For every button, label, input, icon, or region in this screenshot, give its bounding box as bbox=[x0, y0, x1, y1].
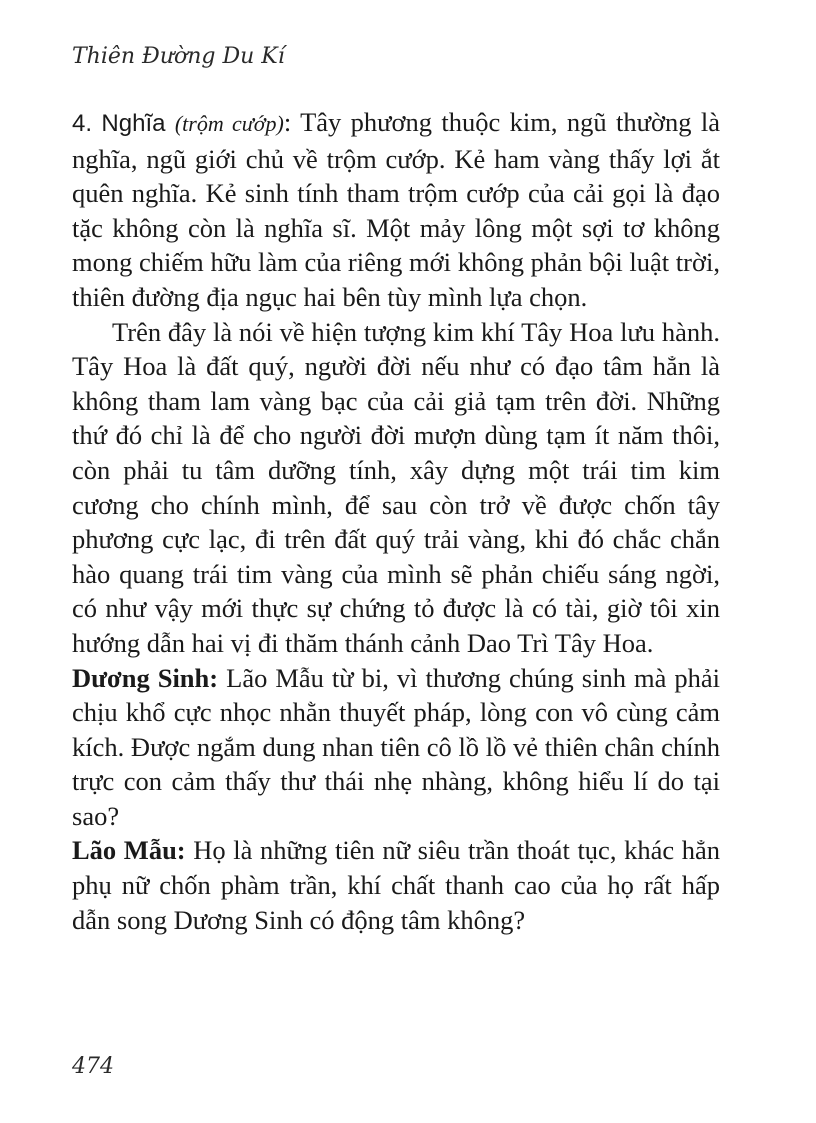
dialogue-text: Họ là những tiên nữ siêu trần thoát tục, khác hẳn phụ nữ chốn phàm trần, khí chất thanh cao của họ rất hấp dẫn song Dương Sinh có động tâm không? bbox=[72, 835, 720, 935]
section-title: 4. Nghĩa bbox=[72, 110, 166, 137]
speaker-name: Dương Sinh: bbox=[72, 662, 219, 693]
section-subtitle: (trộm cướp) bbox=[174, 111, 284, 136]
page-body bbox=[72, 105, 720, 937]
dialogue-line bbox=[72, 661, 720, 834]
body-paragraph: Trên đây là nói về hiện tượng kim khí Tây Hoa lưu hành. Tây Hoa là đất quý, người đời nếu như có đạo tâm hẳn là không tham lam vàng bạc của cải giả tạm trên đời. Những thứ đó chỉ là để cho người đời mượn dùng tạm ít năm thôi, còn phải tu tâm dưỡng tính, xây dựng một trái tim kim cương cho chính mình, để sau còn trở về được chốn tây phương cực lạc, đi trên đất quý trải vàng, khi đó chắc chắn hào quang trái tim vàng của mình sẽ phản chiếu sáng ngời, có như vậy mới thực sự chứng tỏ được là có tài, giờ tôi xin hướng dẫn hai vị đi thăm thánh cảnh Dao Trì Tây Hoa. bbox=[72, 316, 720, 658]
running-header: Thiên Đường Du Kí bbox=[72, 44, 285, 69]
page-number: 474 bbox=[72, 1054, 114, 1079]
dialogue-text: Lão Mẫu từ bi, vì thương chúng sinh mà phải chịu khổ cực nhọc nhằn thuyết pháp, lòng con vô cùng cảm kích. Được ngắm dung nhan tiên cô lồ lồ vẻ thiên chân chính trực con cảm thấy thư thái nhẹ nhàng, không hiểu lí do tại sao? bbox=[72, 662, 720, 831]
section-colon: : bbox=[283, 107, 292, 137]
section-paragraph bbox=[72, 105, 720, 315]
dialogue-line bbox=[72, 833, 720, 937]
speaker-name: Lão Mẫu: bbox=[72, 835, 186, 866]
section-body: Tây phương thuộc kim, ngũ thường là nghĩa, ngũ giới chủ về trộm cướp. Kẻ ham vàng thấy lợi ắt quên nghĩa. Kẻ sinh tính tham trộm cướp của cải gọi là đạo tặc không còn là nghĩa sĩ. Một mảy lông một sợi tơ không mong chiếm hữu làm của riêng mới không phản bội luật trời, thiên đường địa ngục hai bên tùy mình lựa chọn. bbox=[72, 107, 721, 312]
